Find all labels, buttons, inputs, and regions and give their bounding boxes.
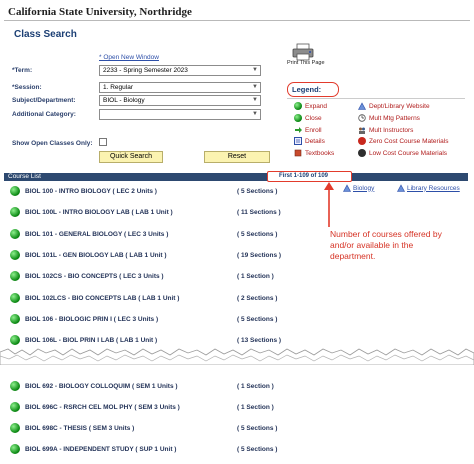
quick-search-button[interactable]: Quick Search: [99, 151, 163, 163]
course-row[interactable]: [10, 270, 310, 282]
expand-icon[interactable]: [10, 271, 20, 281]
expand-icon[interactable]: [10, 293, 20, 303]
expand-icon[interactable]: [10, 207, 20, 217]
torn-page-divider: [0, 345, 474, 365]
expand-icon[interactable]: [10, 381, 20, 391]
course-sections: ( 5 Sections ): [237, 315, 278, 323]
course-row[interactable]: [10, 292, 310, 304]
multi-pattern-icon: [358, 114, 366, 122]
course-row[interactable]: [10, 443, 310, 455]
details-icon: [294, 137, 302, 145]
term-select[interactable]: [99, 65, 261, 76]
chevron-down-icon: ▼: [252, 67, 258, 73]
course-title: BIOL 100 - INTRO BIOLOGY ( LEC 2 Units ): [25, 187, 157, 195]
legend-label: Zero Cost Course Materials: [369, 137, 449, 145]
legend-label: Dept/Library Website: [369, 102, 430, 110]
library-resources-link[interactable]: [397, 184, 460, 192]
course-title: BIOL 101 - GENERAL BIOLOGY ( LEC 3 Units ): [25, 230, 169, 238]
legend-label: Mult Mtg Patterns: [369, 114, 420, 122]
course-sections: ( 5 Sections ): [237, 445, 278, 453]
additional-category-select[interactable]: [99, 109, 261, 120]
legend-zero-cost: [358, 137, 448, 145]
chevron-down-icon: ▼: [252, 84, 258, 90]
legend-label: Details: [305, 137, 325, 145]
expand-icon[interactable]: [10, 314, 20, 324]
subject-value: BIOL - Biology: [103, 97, 145, 104]
course-row[interactable]: [10, 185, 310, 197]
expand-icon[interactable]: [10, 186, 20, 196]
course-sections: ( 11 Sections ): [237, 208, 281, 216]
library-icon: [343, 184, 351, 192]
course-sections: ( 1 Section ): [237, 272, 274, 280]
legend-close: [294, 114, 322, 122]
legend-details: [294, 137, 325, 145]
chevron-down-icon: ▼: [252, 111, 258, 117]
session-label: *Session:: [12, 84, 42, 91]
green-circle-icon: [294, 102, 302, 110]
course-sections: ( 1 Section ): [237, 382, 274, 390]
legend-mult-instructors: [358, 126, 413, 134]
expand-icon[interactable]: [10, 250, 20, 260]
library-icon: [397, 184, 405, 192]
legend-textbooks: [294, 149, 334, 157]
course-title: BIOL 100L - INTRO BIOLOGY LAB ( LAB 1 Unit ): [25, 208, 173, 216]
legend-dept-library: [358, 102, 430, 110]
biology-link-label: Biology: [353, 184, 375, 192]
open-new-window-link[interactable]: * Open New Window: [99, 54, 159, 61]
course-row[interactable]: [10, 313, 310, 325]
subject-select[interactable]: [99, 95, 261, 106]
green-circle-icon: [294, 114, 302, 122]
arrow-icon: [294, 126, 302, 134]
zero-cost-icon: [358, 137, 366, 145]
course-row[interactable]: [10, 401, 310, 413]
session-value: 1. Regular: [103, 84, 133, 91]
term-label: *Term:: [12, 67, 33, 74]
legend-expand: [294, 102, 327, 110]
course-title: BIOL 102LCS - BIO CONCEPTS LAB ( LAB 1 Unit ): [25, 294, 180, 302]
legend-enroll: [294, 126, 322, 134]
course-title: BIOL 696C - RSRCH CEL MOL PHY ( SEM 3 Units ): [25, 403, 180, 411]
legend-mult-mtg: [358, 114, 420, 122]
course-sections: ( 19 Sections ): [237, 251, 282, 259]
multi-instructor-icon: [358, 126, 366, 134]
open-classes-label: Show Open Classes Only:: [12, 140, 93, 147]
additional-category-label: Additional Category:: [12, 111, 76, 118]
library-resources-label: Library Resources: [407, 184, 460, 192]
course-list-header-bar: [4, 173, 468, 181]
course-row[interactable]: [10, 422, 310, 434]
expand-icon[interactable]: [10, 444, 20, 454]
print-page-label[interactable]: Print This Page: [287, 60, 325, 66]
book-icon: [294, 149, 302, 157]
annotation-note: Number of courses offered by and/or available in the department.: [330, 229, 442, 261]
chevron-down-icon: ▼: [252, 97, 258, 103]
course-sections: ( 13 Sections ): [237, 336, 282, 344]
library-icon: [358, 102, 366, 110]
course-title: BIOL 692 - BIOLOGY COLLOQUIM ( SEM 1 Units ): [25, 382, 178, 390]
paging-count: First 1-109 of 109: [279, 173, 329, 179]
printer-icon[interactable]: [291, 43, 317, 61]
annotation-arrow: [322, 181, 336, 227]
session-select[interactable]: [99, 82, 261, 93]
expand-icon[interactable]: [10, 402, 20, 412]
expand-icon[interactable]: [10, 335, 20, 345]
course-title: BIOL 106 - BIOLOGIC PRIN I ( LEC 3 Units ): [25, 315, 159, 323]
legend-low-cost: [358, 149, 447, 157]
header-divider: [4, 20, 470, 21]
course-title: BIOL 699A - INDEPENDENT STUDY ( SUP 1 Unit ): [25, 445, 177, 453]
course-sections: ( 2 Sections ): [237, 294, 278, 302]
expand-icon[interactable]: [10, 229, 20, 239]
course-row[interactable]: [10, 228, 310, 240]
course-sections: ( 5 Sections ): [237, 230, 278, 238]
legend-label: Mult Instructors: [369, 126, 414, 134]
course-sections: ( 5 Sections ): [237, 187, 278, 195]
subject-label: Subject/Department:: [12, 97, 76, 104]
course-list-title: Course List: [8, 173, 41, 180]
course-title: BIOL 698C - THESIS ( SEM 3 Units ): [25, 424, 135, 432]
course-title: BIOL 102CS - BIO CONCEPTS ( LEC 3 Units ): [25, 272, 164, 280]
course-sections: ( 1 Section ): [237, 403, 274, 411]
course-title: BIOL 101L - GEN BIOLOGY LAB ( LAB 1 Unit ): [25, 251, 167, 259]
legend-label: Enroll: [305, 126, 322, 134]
legend-label: Textbooks: [305, 149, 335, 157]
page-title: Class Search: [14, 29, 77, 40]
low-cost-icon: [358, 149, 366, 157]
legend-label: Expand: [305, 102, 328, 110]
course-sections: ( 5 Sections ): [237, 424, 278, 432]
expand-icon[interactable]: [10, 423, 20, 433]
course-row[interactable]: [10, 380, 310, 392]
biology-link[interactable]: [343, 184, 374, 192]
legend-label: Low Cost Course Materials: [369, 149, 448, 157]
open-classes-checkbox[interactable]: [99, 138, 107, 146]
course-row[interactable]: [10, 249, 310, 261]
reset-button[interactable]: Reset: [204, 151, 270, 163]
university-name: California State University, Northridge: [8, 6, 192, 18]
course-row[interactable]: [10, 206, 310, 218]
term-value: 2233 - Spring Semester 2023: [103, 67, 188, 74]
legend-label: Close: [305, 114, 322, 122]
course-title: BIOL 106L - BIOL PRIN I LAB ( LAB 1 Unit ): [25, 336, 158, 344]
legend-divider: [287, 98, 465, 99]
legend-title: Legend:: [292, 85, 322, 94]
